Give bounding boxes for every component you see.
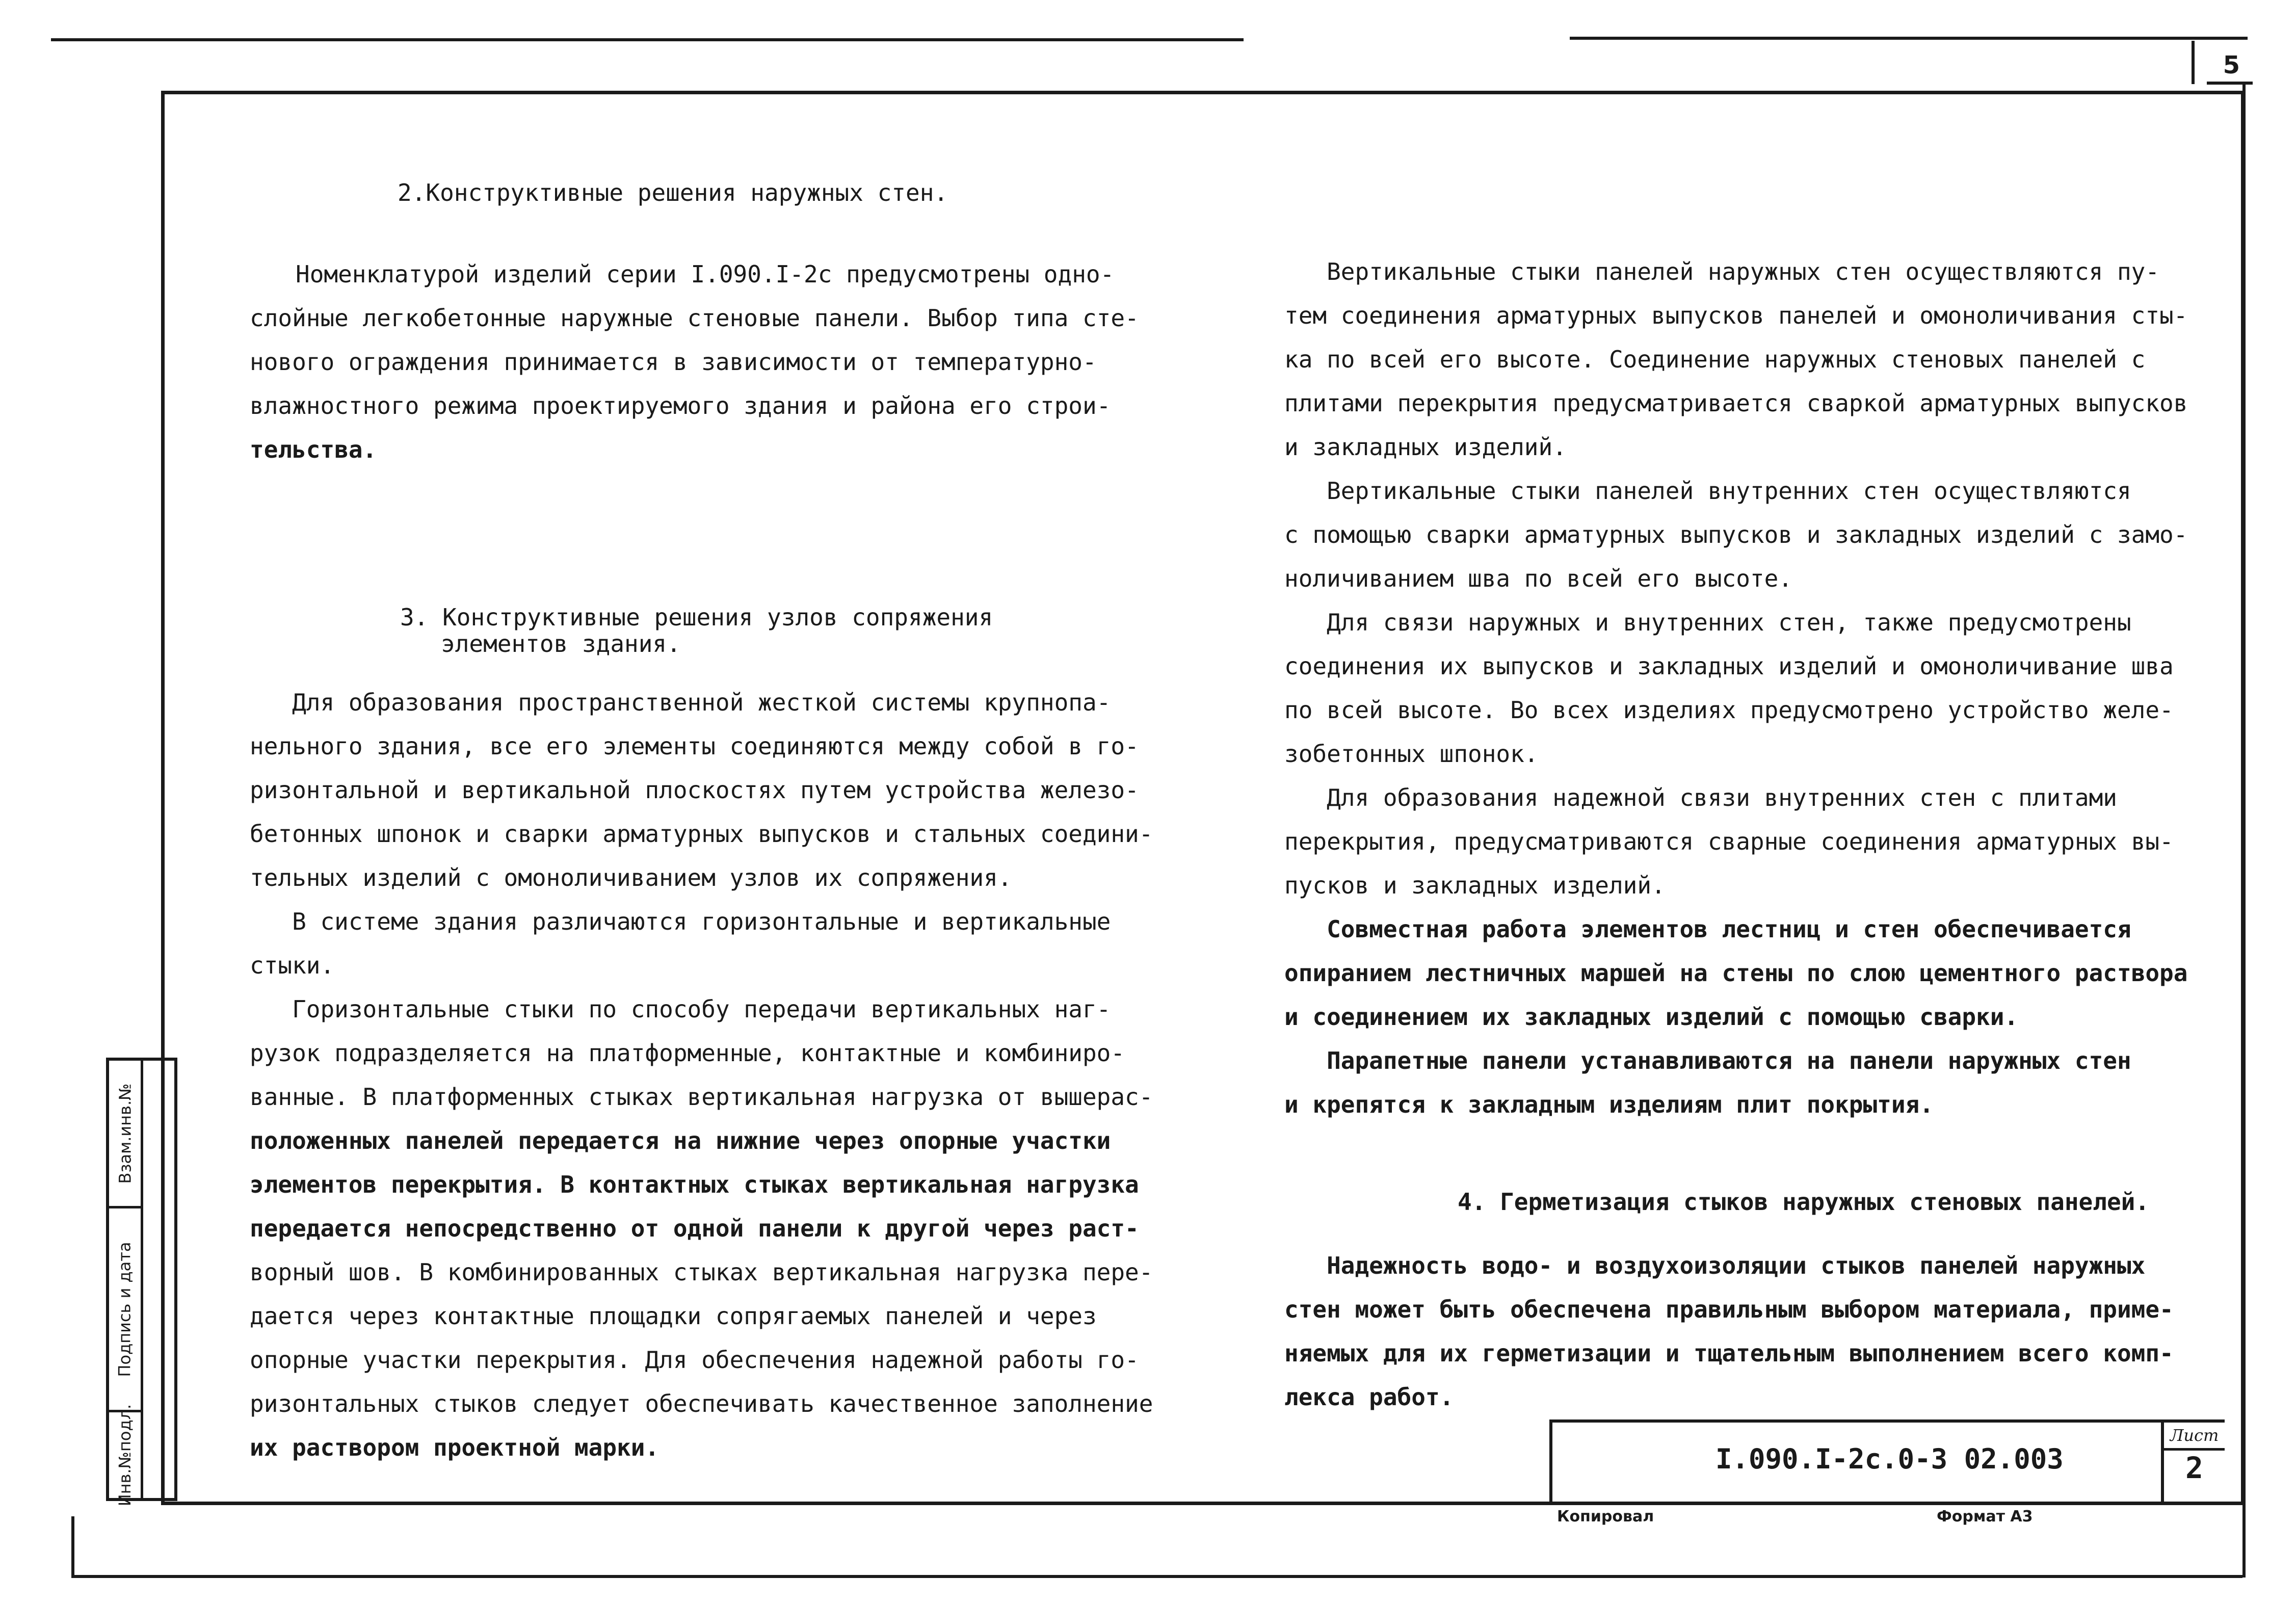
document-code: I.090.I-2с.0-3 02.003 bbox=[1716, 1443, 2064, 1475]
text-line: элементов перекрытия. В контактных стыках вертикальная нагрузка bbox=[250, 1171, 1139, 1198]
title-block bbox=[1549, 1419, 2225, 1505]
section-2-paragraph bbox=[250, 252, 1167, 471]
section-4-heading: 4. Герметизация стыков наружных стеновых панелей. bbox=[1458, 1188, 2150, 1216]
format-label: Формат А3 bbox=[1937, 1508, 2033, 1526]
section-4-body bbox=[1284, 1244, 2212, 1419]
stamp-label: Подпись и дата bbox=[115, 1241, 135, 1377]
stamp-table bbox=[106, 1058, 177, 1507]
section-2-heading: 2.Конструктивные решения наружных стен. bbox=[398, 179, 948, 206]
sheet-label: Лист bbox=[2164, 1423, 2225, 1451]
page-number: 5 bbox=[2223, 51, 2240, 80]
text-line: Для связи наружных и внутренних стен, также предусмотрены bbox=[1284, 609, 2131, 636]
text-line: няемых для их герметизации и тщательным выполнением всего комп- bbox=[1284, 1339, 2174, 1367]
text-line: Вертикальные стыки панелей внутренних стен осуществляются bbox=[1284, 477, 2131, 505]
text-line: Вертикальные стыки панелей наружных стен осуществляются пу- bbox=[1284, 258, 2160, 285]
text-line: соединения их выпусков и закладных изделий и омоноличивание шва bbox=[1284, 652, 2174, 680]
stamp-cell-inv-orig bbox=[109, 1404, 141, 1507]
text-line: опиранием лестничных маршей на стены по слою цементного раствора bbox=[1284, 959, 2188, 987]
text-line: ванные. В платформенных стыках вертикальная нагрузка от вышерас- bbox=[250, 1083, 1153, 1111]
text-line: В системе здания различаются горизонтальные и вертикальные bbox=[250, 908, 1111, 935]
text-line: стыки. bbox=[250, 952, 335, 979]
page-number-divider bbox=[2192, 41, 2195, 84]
bottom-outer-line bbox=[71, 1575, 2242, 1578]
stamp-label: Инв.№подл. bbox=[115, 1404, 135, 1507]
text-line: влажностного режима проектируемого здания и района его строи- bbox=[250, 392, 1111, 419]
text-line: нового ограждения принимается в зависимости от температурно- bbox=[250, 348, 1097, 376]
text-line: с помощью сварки арматурных выпусков и закладных изделий с замо- bbox=[1284, 521, 2188, 548]
stamp-divider bbox=[141, 1061, 143, 1498]
text-line: и соединением их закладных изделий с помощью сварки. bbox=[1284, 1003, 2019, 1031]
text-line: тельных изделий с омоноличиванием узлов их сопряжения. bbox=[250, 864, 1012, 891]
copied-by-label: Копировал bbox=[1557, 1508, 1654, 1526]
text-line: плитами перекрытия предусматривается сваркой арматурных выпусков bbox=[1284, 389, 2188, 417]
text-line: слойные легкобетонные наружные стеновые панели. Выбор типа сте- bbox=[250, 304, 1139, 332]
text-line: пусков и закладных изделий. bbox=[1284, 872, 1666, 899]
text-line: нельного здания, все его элементы соединяются между собой в го- bbox=[250, 732, 1139, 760]
section-3-heading-line2: элементов здания. bbox=[441, 630, 681, 658]
text-line: их раствором проектной марки. bbox=[250, 1434, 659, 1461]
text-line: ризонтальных стыков следует обеспечивать качественное заполнение bbox=[250, 1390, 1153, 1417]
left-outer-line bbox=[71, 1516, 74, 1577]
top-border-line bbox=[51, 38, 1244, 41]
text-line: Для образования надежной связи внутренних стен с плитами bbox=[1284, 784, 2117, 811]
text-line: Горизонтальные стыки по способу передачи вертикальных наг- bbox=[250, 995, 1111, 1023]
right-column-body bbox=[1284, 250, 2212, 1126]
text-line: бетонных шпонок и сварки арматурных выпусков и стальных соедини- bbox=[250, 820, 1153, 848]
text-line: по всей высоте. Во всех изделиях предусмотрено устройство желе- bbox=[1284, 696, 2174, 724]
stamp-cell-replaced-inv bbox=[109, 1061, 141, 1208]
section-3-body bbox=[250, 680, 1167, 1469]
text-line: ноличиванием шва по всей его высоте. bbox=[1284, 565, 1792, 592]
text-line: Совместная работа элементов лестниц и стен обеспечивается bbox=[1284, 915, 2131, 943]
top-border-line-right bbox=[1570, 37, 2248, 40]
text-line: опорные участки перекрытия. Для обеспечения надежной работы го- bbox=[250, 1346, 1139, 1374]
text-line: стен может быть обеспечена правильным выбором материала, приме- bbox=[1284, 1296, 2174, 1323]
text-line: тельства. bbox=[250, 436, 377, 463]
text-line: передается непосредственно от одной панели к другой через раст- bbox=[250, 1215, 1139, 1242]
text-line: зобетонных шпонок. bbox=[1284, 740, 1539, 768]
text-line: ворный шов. В комбинированных стыках вертикальная нагрузка пере- bbox=[250, 1258, 1153, 1286]
text-line: и крепятся к закладным изделиям плит покрытия. bbox=[1284, 1091, 1934, 1118]
text-line: перекрытия, предусматриваются сварные соединения арматурных вы- bbox=[1284, 828, 2174, 855]
text-line: тем соединения арматурных выпусков панелей и омоноличивания сты- bbox=[1284, 302, 2188, 329]
text-line: и закладных изделий. bbox=[1284, 433, 1567, 461]
text-line: дается через контактные площадки сопрягаемых панелей и через bbox=[250, 1302, 1097, 1330]
text-line: Надежность водо- и воздухоизоляции стыков панелей наружных bbox=[1284, 1252, 2146, 1279]
text-line: Для образования пространственной жесткой системы крупнопа- bbox=[250, 689, 1111, 716]
sheet-box bbox=[2161, 1423, 2225, 1505]
text-line: Парапетные панели устанавливаются на панели наружных стен bbox=[1284, 1047, 2131, 1074]
text-line: Номенклатурой изделий серии I.090.I-2с предусмотрены одно- bbox=[296, 260, 1115, 288]
text-line: лекса работ. bbox=[1284, 1383, 1454, 1411]
text-line: ка по всей его высоте. Соединение наружных стеновых панелей с bbox=[1284, 346, 2146, 373]
section-3-heading-line1: 3. Конструктивные решения узлов сопряжения bbox=[400, 603, 993, 631]
stamp-cell-signature bbox=[109, 1208, 141, 1412]
top-outer-line bbox=[2207, 82, 2253, 85]
sheet-number: 2 bbox=[2185, 1451, 2203, 1485]
stamp-label: Взам.инв.№ bbox=[115, 1083, 135, 1184]
text-line: положенных панелей передается на нижние через опорные участки bbox=[250, 1127, 1111, 1154]
text-line: рузок подразделяется на платформенные, контактные и комбиниро- bbox=[250, 1039, 1125, 1067]
text-line: ризонтальной и вертикальной плоскостях путем устройства железо- bbox=[250, 776, 1139, 804]
section-3-heading bbox=[400, 604, 993, 657]
